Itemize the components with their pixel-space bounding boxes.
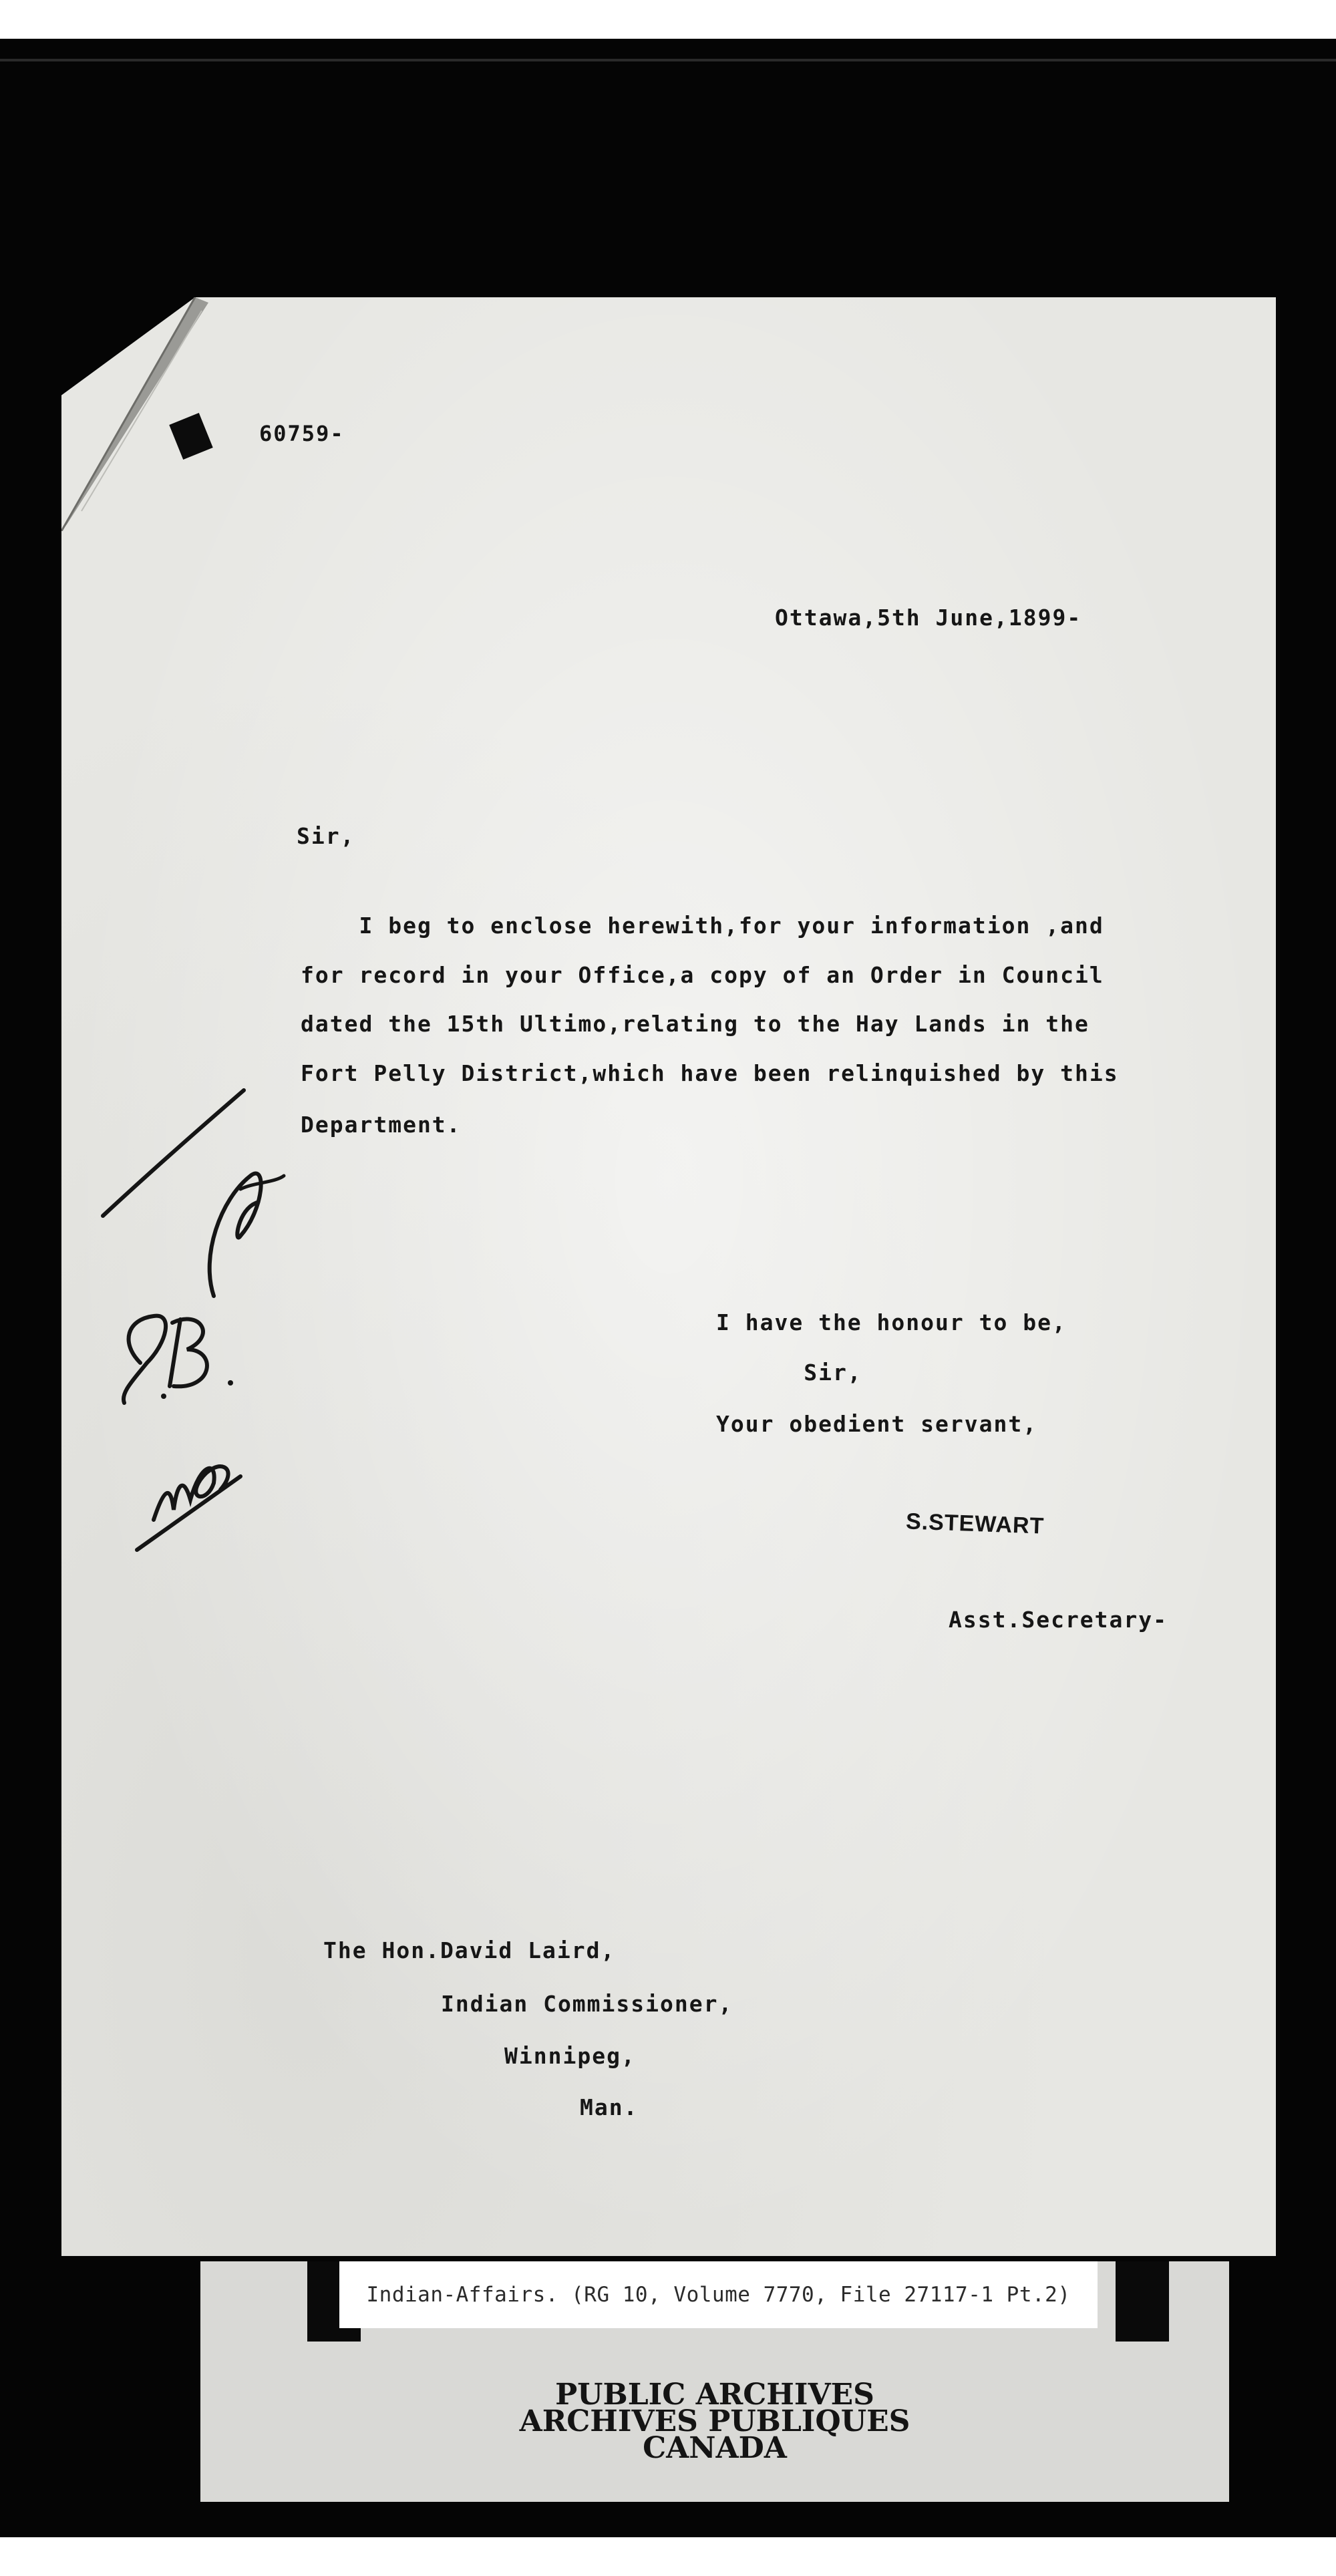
- body-line: Fort Pelly District,which have been relinquished by this: [301, 1060, 1119, 1086]
- catalog-reference: Indian-Affairs. (RG 10, Volume 7770, File 27117-1 Pt.2): [366, 2283, 1071, 2307]
- body-line: for record in your Office,a copy of an Order in Council: [301, 962, 1104, 988]
- closing-line: Sir,: [716, 1359, 862, 1386]
- address-line: The Hon.David Laird,: [323, 1937, 616, 1963]
- handwritten-initials: [100, 1082, 321, 1590]
- salutation: Sir,: [297, 823, 355, 849]
- address-line: Winnipeg,: [504, 2043, 636, 2069]
- body-line: Department.: [301, 1112, 462, 1138]
- signature-title: Asst.Secretary-: [949, 1607, 1168, 1633]
- catalog-reference-card: [339, 2261, 1098, 2328]
- closing-line: I have the honour to be,: [716, 1309, 1067, 1335]
- dateline: Ottawa,5th June,1899-: [775, 605, 1082, 631]
- address-line: Indian Commissioner,: [441, 1991, 733, 2017]
- closing-line: Your obedient servant,: [716, 1411, 1038, 1437]
- archives-stamp: [508, 2378, 922, 2465]
- file-reference-number: 60759-: [259, 421, 345, 446]
- frame-top-rule: [0, 59, 1336, 61]
- stamp-line: PUBLIC ARCHIVES: [555, 2378, 874, 2412]
- body-line: I beg to enclose herewith,for your information ,and: [301, 913, 1104, 939]
- stamp-line: CANADA: [643, 2431, 787, 2465]
- signature-name: S.STEWART: [905, 1508, 1045, 1539]
- label-tab: [1116, 2261, 1169, 2342]
- page-bottom-margin: [0, 2537, 1336, 2576]
- stamp-line: ARCHIVES PUBLIQUES: [519, 2404, 910, 2438]
- address-line: Man.: [580, 2094, 639, 2120]
- body-line: dated the 15th Ultimo,relating to the Hay Lands in the: [301, 1011, 1090, 1037]
